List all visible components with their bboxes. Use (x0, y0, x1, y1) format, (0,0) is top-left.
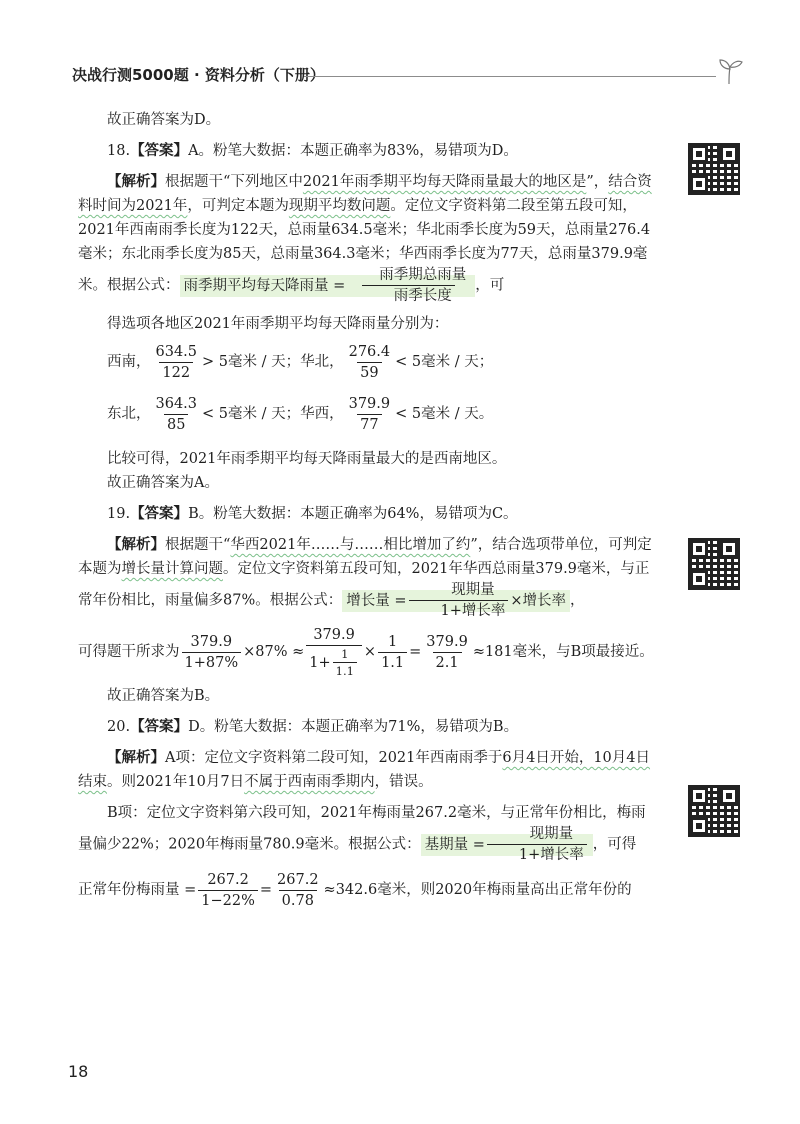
question-19-answer: 19.【答案】B。粉笔大数据：本题正确率为64%，易错项为C。 (107, 505, 518, 522)
formula-fraction: $\frac{\text{现期量}}{\text{1+增长率}}$ (409, 581, 509, 620)
answer-line: 故正确答案为D。 (107, 112, 221, 128)
fraction: $\frac{634.5}{122}$ (155, 343, 198, 381)
question-20-answer: 20.【答案】D。粉笔大数据：本题正确率为71%，易错项为B。 (107, 718, 519, 735)
fraction: $\frac{1}{1.1}$ (333, 647, 357, 678)
formula-highlight: 基期量 = $\frac{\text{现期量}}{\text{1+增长率}}$ (421, 834, 593, 856)
fraction: $\frac{267.2}{0.78}$ (277, 871, 319, 909)
calc-row-3: 可得题干所求为 $\frac{379.9}{1+87\%}$ ×87% ≈ 379.9 1+ $\frac{1}{1.1}$ × $\frac{1}{1.1}$ = $\frac{379.9}{2.1}$ ≈181毫米，与B项最接近。 (78, 627, 654, 678)
question-18-analysis: 【解析】根据题干“下列地区中2021年雨季期平均每天降雨量最大的地区是”，结合资料时间为2021年，可判定本题为现期平均数问题。定位文字资料第二段至第五段可知，2021年西南雨季长度为122天，总雨量634.5毫米；华北雨季长度为59天，总雨量276.4毫米；东北雨季长度为85天，总雨量364.3毫米；华西雨季长度为77天，总雨量379.9毫米。根据公式： 雨季期平均每天降雨量 = $\frac{\text{雨季期总雨量}}{\text{雨季长度}}$ ，可 (78, 173, 652, 304)
page-header (72, 62, 742, 88)
formula-highlight: 增长量 = $\frac{\text{现期量}}{\text{1+增长率}}$ ×增长率 (342, 590, 570, 612)
analysis-tag: 【解析】 (107, 749, 165, 766)
fraction: $\frac{379.9}{77}$ (348, 395, 391, 433)
calc-row-2: 东北， $\frac{364.3}{85}$ < 5毫米 / 天；华西， $\frac{379.9}{77}$ < 5毫米 / 天。 (107, 395, 494, 433)
formula-fraction: $\frac{\text{雨季期总雨量}}{\text{雨季长度}}$ (347, 266, 469, 305)
book-title: 决战行测5000题 · 资料分析（下册） (72, 66, 325, 84)
fraction: $\frac{276.4}{59}$ (348, 343, 391, 381)
conclusion-line: 比较可得，2021年雨季期平均每天降雨量最大的是西南地区。 (107, 451, 507, 467)
fraction: $\frac{364.3}{85}$ (155, 395, 198, 433)
calc-row-4: 正常年份梅雨量 = $\frac{267.2}{1-22\%}$ = $\frac{267.2}{0.78}$ ≈342.6毫米，则2020年梅雨量高出正常年份的 (78, 871, 632, 909)
question-18-analysis-cont: 得选项各地区2021年雨季期平均每天降雨量分别为： (107, 316, 449, 332)
question-18-answer: 18.【答案】A。粉笔大数据：本题正确率为83%，易错项为D。 (107, 142, 518, 159)
compound-fraction: 379.9 1+ $\frac{1}{1.1}$ (306, 626, 362, 678)
qr-code-icon[interactable] (688, 785, 740, 837)
analysis-tag: 【解析】 (107, 536, 165, 553)
header-rule (304, 76, 716, 77)
answer-tag: 【答案】 (130, 142, 189, 159)
calc-row-1: 西南， $\frac{634.5}{122}$ > 5毫米 / 天；华北， $\frac{276.4}{59}$ < 5毫米 / 天； (107, 343, 494, 381)
qr-code-icon[interactable] (688, 143, 740, 195)
page-content (78, 108, 658, 916)
fraction: $\frac{1}{1.1}$ (378, 633, 407, 672)
answer-line: 故正确答案为B。 (107, 688, 220, 704)
question-20-analysis-b: B项：定位文字资料第六段可知，2021年梅雨量267.2毫米，与正常年份相比，梅雨量偏少22%；2020年梅雨量780.9毫米。根据公式： 基期量 = $\frac{\text{现期量}}{\text{1+增长率}}$ ，可得 (78, 805, 646, 863)
answer-tag: 【答案】 (130, 505, 189, 522)
question-19-analysis: 【解析】根据题干“华西2021年……与……相比增加了约”，结合选项带单位，可判定本题为增长量计算问题。定位文字资料第五段可知，2021年华西总雨量379.9毫米，与正常年份相比，雨量偏多87%。根据公式： 增长量 = $\frac{\text{现期量}}{\text{1+增长率}}$ ×增长率 ， (78, 536, 652, 619)
fraction: $\frac{379.9}{1+87\%}$ (182, 633, 242, 672)
qr-code-icon[interactable] (688, 538, 740, 590)
question-20-analysis-a: 【解析】A项：定位文字资料第二段可知，2021年西南雨季于6月4日开始，10月4日结束。则2021年10月7日不属于西南雨季期内，错误。 (78, 749, 651, 790)
answer-tag: 【答案】 (130, 718, 189, 735)
page-number: 18 (68, 1062, 89, 1081)
answer-line: 故正确答案为A。 (107, 475, 219, 491)
analysis-tag: 【解析】 (107, 173, 165, 190)
formula-fraction: $\frac{\text{现期量}}{\text{1+增长率}}$ (487, 825, 587, 864)
formula-highlight: 雨季期平均每天降雨量 = $\frac{\text{雨季期总雨量}}{\text{雨季长度}}$ (180, 275, 476, 297)
fraction: $\frac{267.2}{1-22\%}$ (198, 871, 258, 910)
sprout-icon (712, 54, 746, 88)
fraction: $\frac{379.9}{2.1}$ (426, 633, 468, 671)
